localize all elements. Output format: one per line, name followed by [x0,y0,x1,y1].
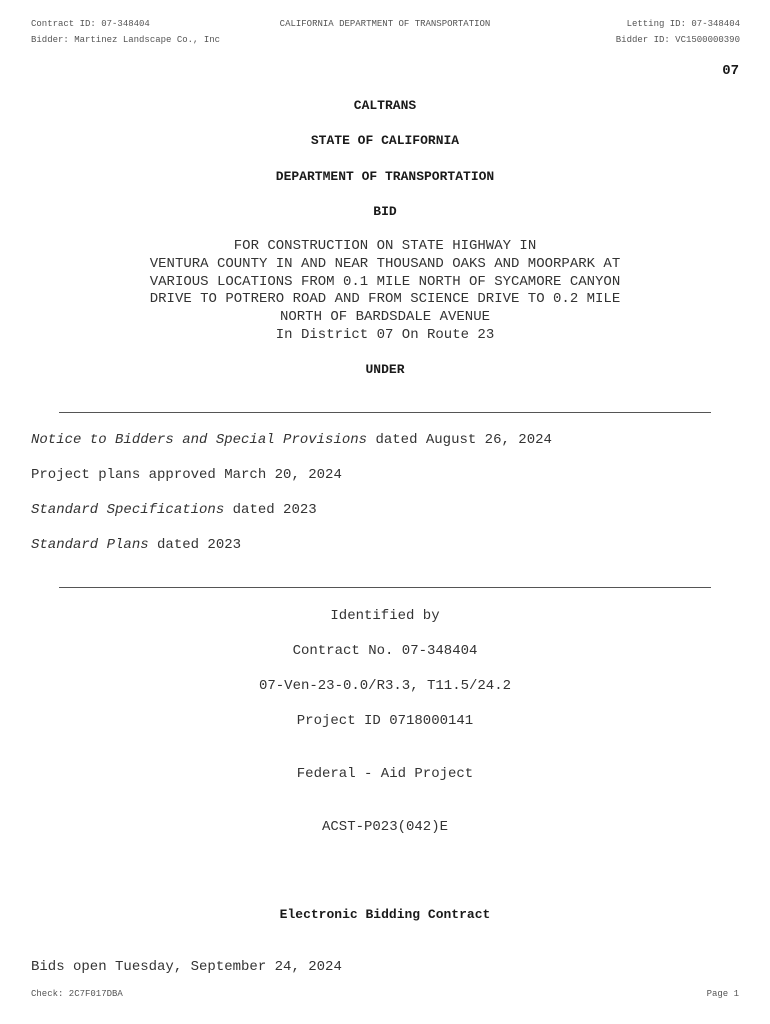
contract-id: Contract ID: 07-348404 [31,19,150,29]
title-bid: BID [373,204,397,219]
federal-project-number: ACST-P023(042)E [321,819,449,835]
title-department: DEPARTMENT OF TRANSPORTATION [275,169,495,184]
doc-date: dated August 26, 2024 [367,432,552,448]
divider [59,412,711,413]
federal-aid-label: Federal - Aid Project [296,766,474,782]
divider [59,587,711,588]
doc-date: dated 2023 [148,537,242,553]
project-id: Project ID 0718000141 [296,713,474,729]
description-line: VARIOUS LOCATIONS FROM 0.1 MILE NORTH OF SYCAMORE CANYON [149,273,621,290]
title-caltrans: CALTRANS [353,98,417,113]
doc-standard-plans [31,537,241,553]
bidder-id: Bidder ID: VC1500000390 [615,35,740,45]
doc-title: Standard Plans [31,537,149,553]
doc-title: Standard Specifications [31,502,225,518]
description-line: NORTH OF BARDSDALE AVENUE [279,309,491,326]
doc-text: Project plans approved March 20, 2024 [31,467,342,483]
description-line: FOR CONSTRUCTION ON STATE HIGHWAY IN [233,238,537,254]
district-badge: 07 [722,63,739,79]
project-description [0,238,770,345]
doc-project-plans [31,467,342,483]
bidder-name: Bidder: Martinez Landscape Co., Inc [31,35,221,45]
contract-number: Contract No. 07-348404 [292,643,478,659]
letting-id: Letting ID: 07-348404 [626,19,740,29]
under-label: UNDER [365,362,405,377]
check-code: Check: 2C7F017DBA [31,989,123,999]
description-line: In District 07 On Route 23 [275,326,495,343]
electronic-bidding-label: Electronic Bidding Contract [279,907,491,922]
doc-title: Notice to Bidders and Special Provisions [31,432,368,448]
agency-header: CALIFORNIA DEPARTMENT OF TRANSPORTATION [279,19,491,29]
location-code: 07-Ven-23-0.0/R3.3, T11.5/24.2 [258,678,512,694]
page-number: Page 1 [706,989,739,999]
description-line: VENTURA COUNTY IN AND NEAR THOUSAND OAKS AND MOORPARK AT [149,255,621,272]
doc-notice-to-bidders [31,432,552,448]
doc-standard-specifications [31,502,317,518]
title-state: STATE OF CALIFORNIA [310,133,460,148]
identified-by: Identified by [330,608,440,624]
bids-open-date: Bids open Tuesday, September 24, 2024 [31,959,342,975]
doc-date: dated 2023 [224,502,317,518]
description-line: DRIVE TO POTRERO ROAD AND FROM SCIENCE DRIVE TO 0.2 MILE [149,291,621,308]
